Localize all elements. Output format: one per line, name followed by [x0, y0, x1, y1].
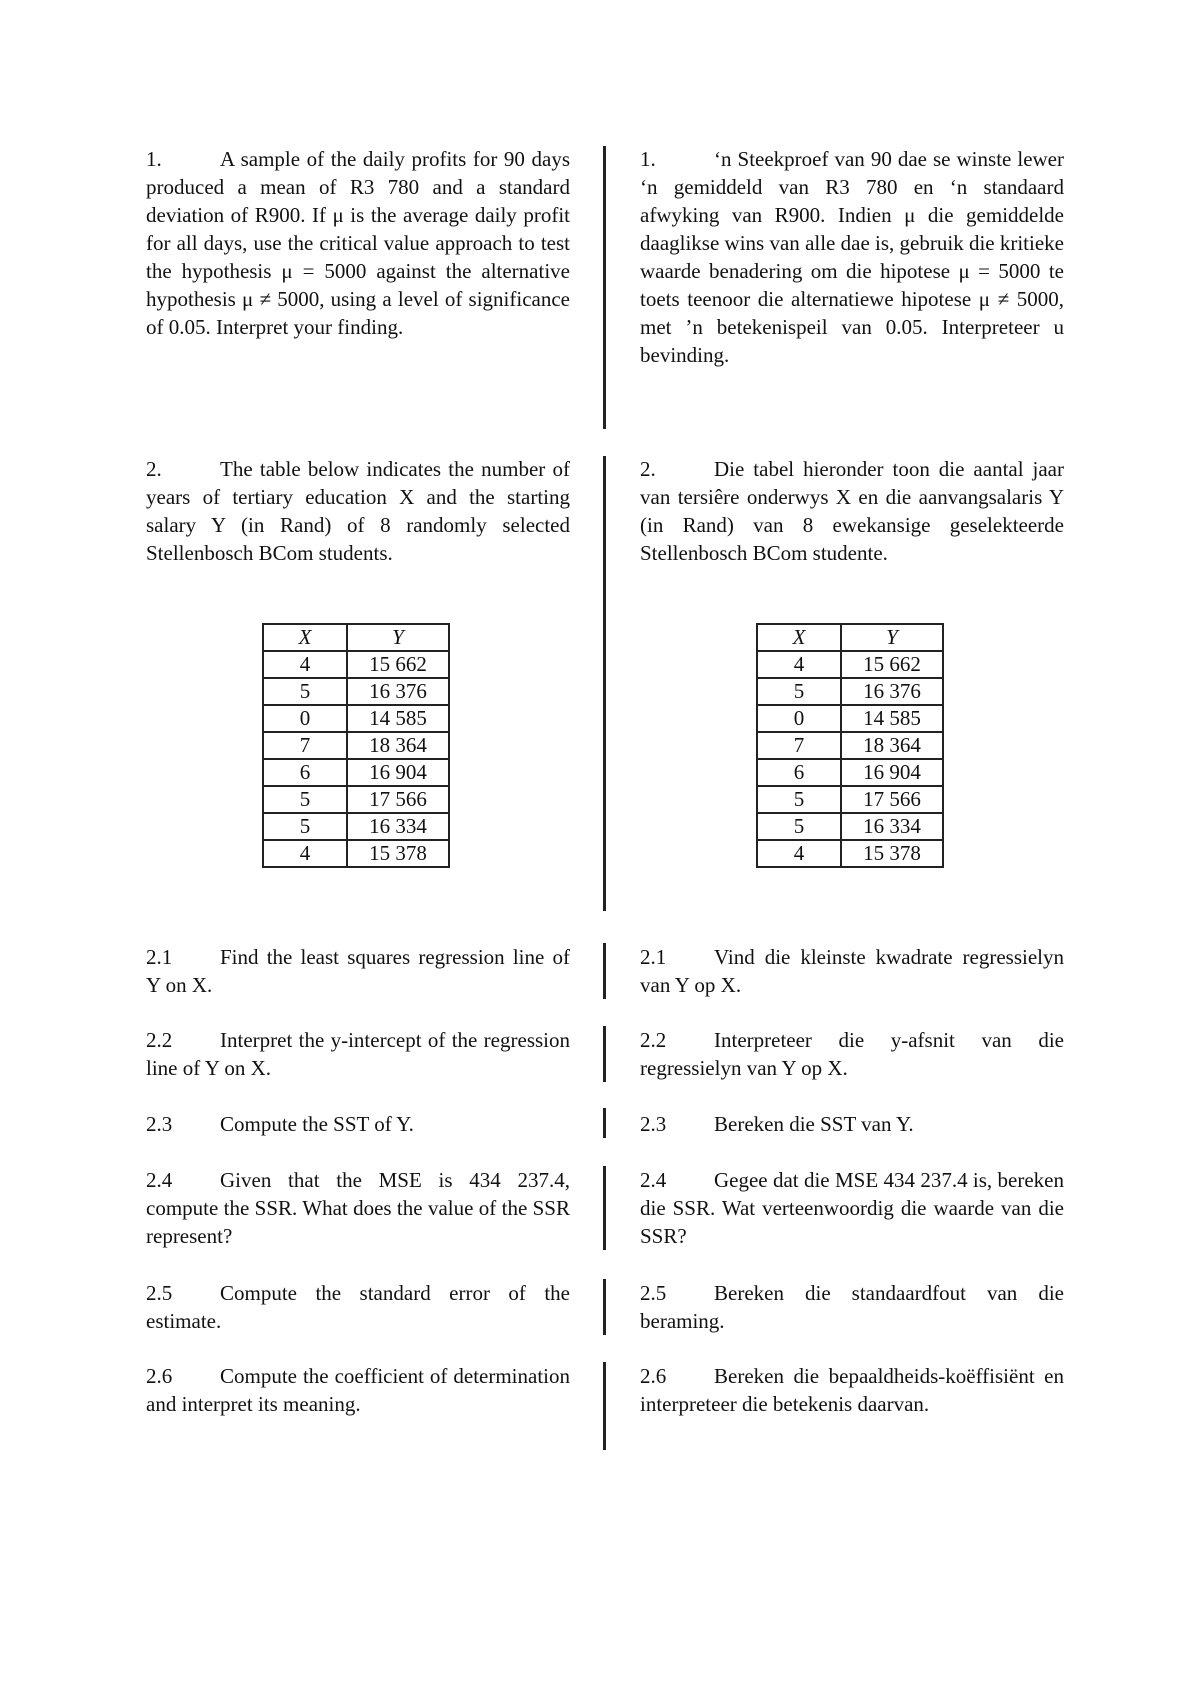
table-row	[757, 732, 943, 759]
subq-2-4-afrikaans	[640, 1166, 1064, 1250]
table-cell-y: 16 334	[841, 813, 943, 840]
data-table-english	[262, 623, 450, 868]
q2-number-af: 2.	[640, 457, 656, 481]
column-divider	[603, 1279, 606, 1335]
table-row	[263, 651, 449, 678]
table-cell-x: 6	[757, 759, 841, 786]
subq-2-1-afrikaans	[640, 943, 1064, 999]
subq-number: 2.2	[146, 1028, 173, 1052]
subq-number-af: 2.3	[640, 1112, 667, 1136]
subq-english-text: Given that the MSE is 434 237.4, compute the SSR. What does the value of the SSR represent?	[146, 1168, 570, 1248]
subq-2-6-afrikaans	[640, 1362, 1064, 1418]
subq-2-2-afrikaans	[640, 1026, 1064, 1082]
subq-number-af: 2.2	[640, 1028, 667, 1052]
subq-2-4-english	[146, 1166, 570, 1250]
subq-afrikaans-text: Interpreteer die y-afsnit van die regressielyn van Y op X.	[640, 1028, 1064, 1080]
column-divider	[603, 1166, 606, 1250]
table-row	[263, 759, 449, 786]
q1-number: 1.	[146, 147, 162, 171]
table-row	[263, 705, 449, 732]
table-cell-y: 16 904	[347, 759, 449, 786]
table-header-x: X	[757, 624, 841, 651]
table-row	[757, 813, 943, 840]
table-cell-x: 4	[757, 840, 841, 867]
table-row	[757, 840, 943, 867]
table-cell-x: 0	[757, 705, 841, 732]
subq-number: 2.5	[146, 1281, 173, 1305]
table-row	[757, 759, 943, 786]
subq-number: 2.6	[146, 1364, 173, 1388]
table-cell-y: 17 566	[841, 786, 943, 813]
table-cell-x: 7	[263, 732, 347, 759]
table-row	[263, 678, 449, 705]
table-row	[757, 705, 943, 732]
q1-number-af: 1.	[640, 147, 656, 171]
table-row	[757, 651, 943, 678]
table-cell-y: 15 378	[347, 840, 449, 867]
subq-2-6-english	[146, 1362, 570, 1418]
subq-afrikaans-text: Bereken die SST van Y.	[714, 1112, 914, 1136]
q2-number: 2.	[146, 457, 162, 481]
table-cell-x: 7	[757, 732, 841, 759]
q1-afrikaans	[640, 145, 1064, 369]
table-row	[263, 840, 449, 867]
subq-number: 2.1	[146, 945, 173, 969]
q1-english	[146, 145, 570, 341]
table-cell-x: 5	[263, 678, 347, 705]
table-cell-x: 5	[757, 813, 841, 840]
table-cell-x: 5	[263, 786, 347, 813]
table-cell-y: 15 662	[347, 651, 449, 678]
subq-english-text: Compute the SST of Y.	[220, 1112, 414, 1136]
subq-2-3-english	[146, 1110, 570, 1138]
table-cell-x: 4	[263, 840, 347, 867]
subq-english-text: Compute the standard error of the estimate.	[146, 1281, 570, 1333]
table-cell-y: 16 904	[841, 759, 943, 786]
column-divider	[603, 943, 606, 999]
q2-english	[146, 455, 570, 567]
table-cell-x: 5	[757, 786, 841, 813]
subq-afrikaans-text: Bereken die bepaaldheids-koëffisiënt en interpreteer die betekenis daarvan.	[640, 1364, 1064, 1416]
table-cell-y: 16 376	[841, 678, 943, 705]
table-cell-y: 15 378	[841, 840, 943, 867]
table-header-x: X	[263, 624, 347, 651]
subq-number: 2.4	[146, 1168, 173, 1192]
subq-2-2-english	[146, 1026, 570, 1082]
table-row	[263, 813, 449, 840]
table-header-y: Y	[347, 624, 449, 651]
table-cell-y: 16 376	[347, 678, 449, 705]
table-cell-x: 4	[263, 651, 347, 678]
subq-number-af: 2.1	[640, 945, 667, 969]
table-cell-x: 5	[263, 813, 347, 840]
q1-afrikaans-text: ‘n Steekproef van 90 dae se winste lewer ‘n gemiddeld van R3 780 en ‘n standaard afwyking van R900. Indien μ die gemiddelde daaglikse wins van alle dae is, gebruik die kritieke waarde benadering om die hipotese μ = 5000 te toets teenoor die alternatiewe hipotese μ ≠ 5000, met ’n betekenispeil van 0.05. Interpreteer u bevinding.	[640, 147, 1064, 367]
subq-afrikaans-text: Vind die kleinste kwadrate regressielyn van Y op X.	[640, 945, 1064, 997]
data-table-afrikaans	[756, 623, 944, 868]
table-row	[757, 678, 943, 705]
column-divider	[603, 1108, 606, 1138]
table-header-row	[263, 624, 449, 651]
table-cell-y: 16 334	[347, 813, 449, 840]
table-header-row	[757, 624, 943, 651]
subq-2-3-afrikaans	[640, 1110, 1064, 1138]
table-cell-x: 6	[263, 759, 347, 786]
column-divider	[603, 146, 606, 429]
table-cell-y: 15 662	[841, 651, 943, 678]
column-divider	[603, 456, 606, 911]
q1-english-text: A sample of the daily profits for 90 days produced a mean of R3 780 and a standard deviation of R900. If μ is the average daily profit for all days, use the critical value approach to test the hypothesis μ = 5000 against the alternative hypothesis μ ≠ 5000, using a level of significance of 0.05. Interpret your finding.	[146, 147, 570, 339]
subq-2-5-afrikaans	[640, 1279, 1064, 1335]
table-cell-x: 4	[757, 651, 841, 678]
table-row	[757, 786, 943, 813]
table-cell-y: 14 585	[347, 705, 449, 732]
table-row	[263, 732, 449, 759]
subq-afrikaans-text: Gegee dat die MSE 434 237.4 is, bereken die SSR. Wat verteenwoordig die waarde van die SSR?	[640, 1168, 1064, 1248]
q2-afrikaans-text: Die tabel hieronder toon die aantal jaar van tersiêre onderwys X en die aanvangsalaris Y (in Rand) van 8 ewekansige geselekteerde Stellenbosch BCom studente.	[640, 457, 1064, 565]
q2-english-text: The table below indicates the number of years of tertiary education X and the starting salary Y (in Rand) of 8 randomly selected Stellenbosch BCom students.	[146, 457, 570, 565]
subq-english-text: Find the least squares regression line of Y on X.	[146, 945, 570, 997]
subq-number-af: 2.6	[640, 1364, 667, 1388]
table-cell-y: 18 364	[841, 732, 943, 759]
column-divider	[603, 1026, 606, 1082]
subq-afrikaans-text: Bereken die standaardfout van die beraming.	[640, 1281, 1064, 1333]
subq-number-af: 2.4	[640, 1168, 667, 1192]
table-row	[263, 786, 449, 813]
column-divider	[603, 1362, 606, 1450]
subq-number-af: 2.5	[640, 1281, 667, 1305]
table-cell-y: 18 364	[347, 732, 449, 759]
subq-english-text: Compute the coefficient of determination and interpret its meaning.	[146, 1364, 570, 1416]
table-cell-y: 14 585	[841, 705, 943, 732]
subq-2-5-english	[146, 1279, 570, 1335]
subq-2-1-english	[146, 943, 570, 999]
table-cell-x: 5	[757, 678, 841, 705]
table-cell-y: 17 566	[347, 786, 449, 813]
table-cell-x: 0	[263, 705, 347, 732]
table-header-y: Y	[841, 624, 943, 651]
subq-english-text: Interpret the y-intercept of the regression line of Y on X.	[146, 1028, 570, 1080]
subq-number: 2.3	[146, 1112, 173, 1136]
q2-afrikaans	[640, 455, 1064, 567]
